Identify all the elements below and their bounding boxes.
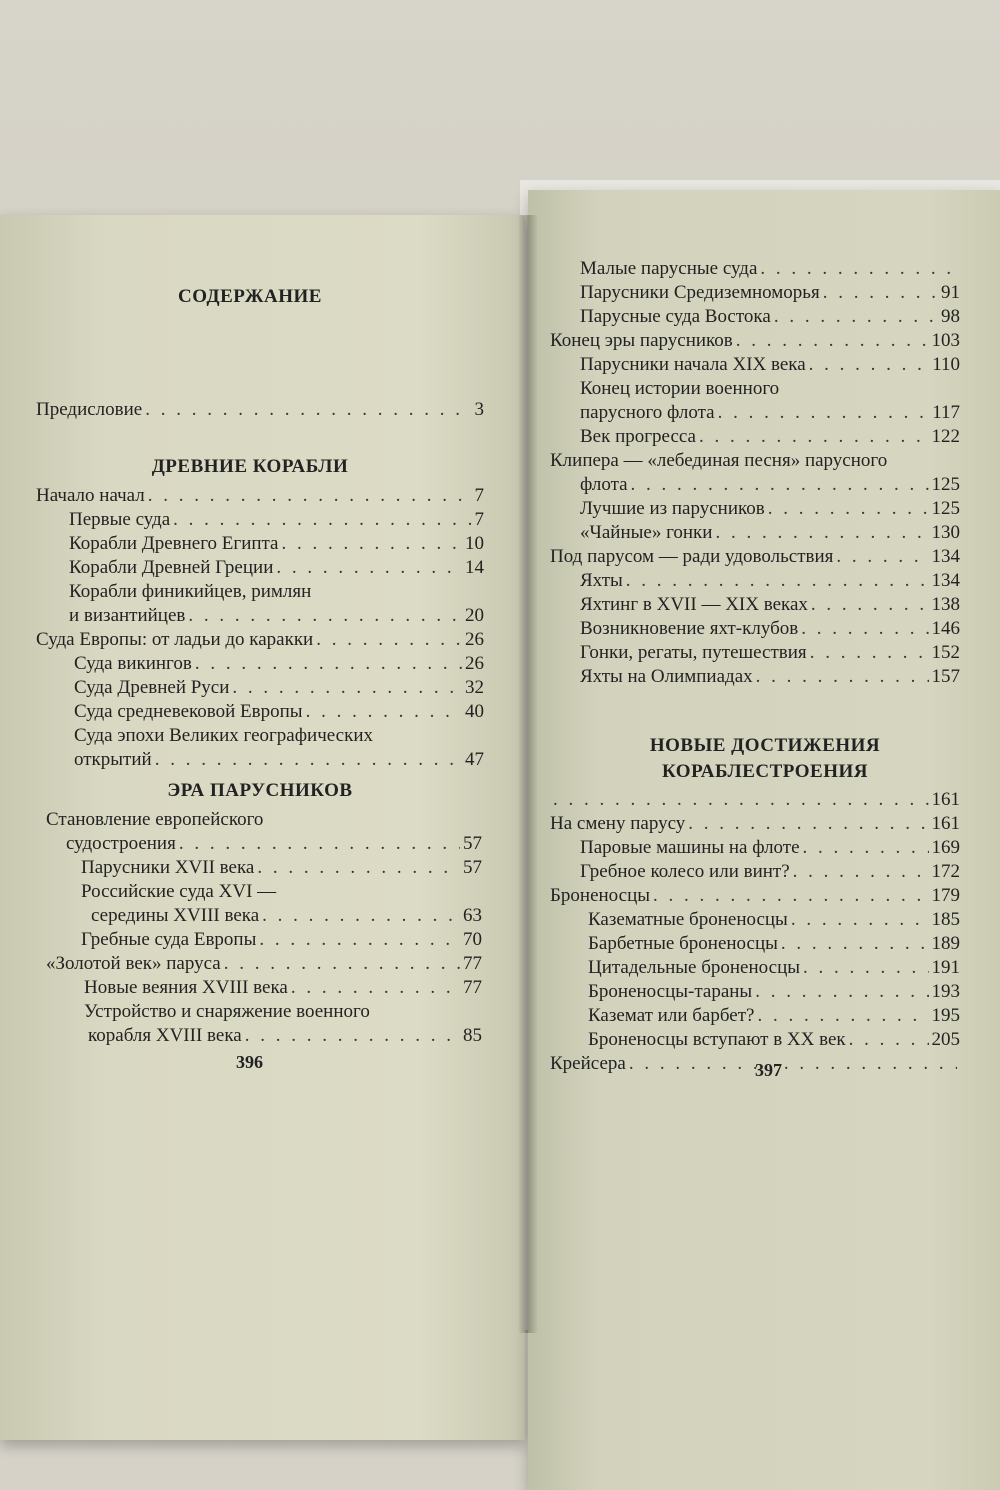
- leader-dots: [793, 860, 929, 884]
- toc-entry-title: Крейсера: [550, 1053, 626, 1074]
- section-heading: НОВЫЕ ДОСТИЖЕНИЯ КОРАБЛЕСТРОЕНИЯ: [649, 735, 881, 782]
- toc-entry-page: 172: [931, 861, 960, 882]
- toc-entry: [36, 556, 484, 580]
- toc-entry: [550, 860, 960, 884]
- leader-dots: [224, 952, 460, 976]
- toc-entry: [550, 521, 960, 545]
- toc-entry-page: 125: [931, 474, 960, 495]
- toc-entry-page: 98: [941, 306, 960, 327]
- toc-entry-title: Корабли Древнего Египта: [69, 533, 279, 554]
- toc-entry-title: Цитадельные броненосцы: [588, 957, 800, 978]
- leader-dots: [755, 980, 928, 1004]
- toc-entry-page: 146: [931, 618, 960, 639]
- toc-entry: [36, 532, 484, 556]
- toc-entry-title: Первые суда: [69, 509, 171, 530]
- toc-section-new-achievements: [550, 788, 960, 1076]
- toc-entry: [36, 652, 484, 676]
- leader-dots: [811, 593, 929, 617]
- toc-entry: [550, 812, 960, 836]
- leader-dots: [262, 904, 460, 928]
- leader-dots: [148, 484, 472, 508]
- toc-entry: [550, 1004, 960, 1028]
- toc-entry-title: Парусники Средиземноморья: [580, 282, 820, 303]
- toc-entry-title: Казематные броненосцы: [588, 909, 788, 930]
- toc-entry: [550, 569, 960, 593]
- toc-entry-title: Каземат или барбет?: [588, 1005, 755, 1026]
- toc-entry: [46, 904, 482, 928]
- toc-entry-title: Предисловие: [36, 399, 143, 420]
- leader-dots: [232, 676, 462, 700]
- toc-entry-title: Суда Древней Руси: [74, 677, 230, 698]
- page-title: СОДЕРЖАНИЕ: [178, 286, 322, 307]
- leader-dots: [276, 556, 462, 580]
- toc-section-ancient: [36, 484, 484, 772]
- toc-section-sail-era: [46, 808, 482, 1048]
- toc-entry-page: 179: [931, 885, 960, 906]
- toc-entry-title: открытий: [74, 749, 152, 770]
- toc-entry: [550, 593, 960, 617]
- toc-entry: [550, 305, 960, 329]
- toc-entry: [46, 856, 482, 880]
- toc-right-column: [550, 257, 960, 689]
- toc-entry: [550, 545, 960, 569]
- leader-dots: [768, 497, 929, 521]
- leader-dots: [173, 508, 471, 532]
- toc-entry-page: 40: [465, 701, 484, 722]
- toc-entry-page: 77: [463, 977, 482, 998]
- leader-dots: [195, 652, 462, 676]
- toc-entry: [46, 832, 482, 856]
- leader-dots: [849, 1028, 929, 1052]
- toc-entry-title: парусного флота: [580, 402, 715, 423]
- toc-entry-page: 134: [931, 546, 960, 567]
- toc-entry-page: 85: [463, 1025, 482, 1046]
- leader-dots: [823, 281, 938, 305]
- toc-entry: [36, 748, 484, 772]
- toc-entry-title: Клипера — «лебединая песня» парусного: [550, 450, 888, 471]
- toc-entry-title: Становление европейского: [46, 809, 264, 830]
- toc-entry-title: Яхты: [580, 570, 623, 591]
- toc-entry: [550, 425, 960, 449]
- toc-entry-page: 26: [465, 629, 484, 650]
- toc-entry: [550, 884, 960, 908]
- toc-entry-title: «Золотой век» паруса: [46, 953, 221, 974]
- leader-dots: [715, 521, 928, 545]
- leader-dots: [155, 748, 462, 772]
- toc-entry: [550, 908, 960, 932]
- page-number: 397: [755, 1060, 782, 1080]
- toc-entry-page: 20: [465, 605, 484, 626]
- toc-entry: [550, 281, 960, 305]
- toc-entry-page: 195: [931, 1005, 960, 1026]
- section-heading: ЭРА ПАРУСНИКОВ: [167, 780, 353, 801]
- toc-entry-title: Яхтинг в XVII — XIX веках: [580, 594, 808, 615]
- toc-entry-page: 122: [931, 426, 960, 447]
- toc-entry: [550, 401, 960, 425]
- toc-entry-title: Суда средневековой Европы: [74, 701, 303, 722]
- leader-dots: [809, 353, 930, 377]
- toc-entry-title: Российские суда XVI —: [81, 881, 277, 902]
- toc-entry-title: Гребные суда Европы: [81, 929, 257, 950]
- toc-entry: [46, 1024, 482, 1048]
- toc-entry-title: Корабли финикийцев, римлян: [69, 581, 312, 602]
- toc-entry-page: 10: [465, 533, 484, 554]
- leader-dots: [756, 665, 929, 689]
- toc-entry: [550, 353, 960, 377]
- toc-entry: [36, 508, 484, 532]
- toc-entry-page: 47: [465, 749, 484, 770]
- toc-entry-page: 138: [931, 594, 960, 615]
- leader-dots: [699, 425, 929, 449]
- toc-entry-title: Гонки, регаты, путешествия: [580, 642, 807, 663]
- toc-entry: [36, 628, 484, 652]
- toc-entry: [46, 952, 482, 976]
- toc-entry-title: На смену парусу: [550, 813, 686, 834]
- toc-entry-page: 3: [474, 399, 484, 420]
- toc-entry-page: 185: [931, 909, 960, 930]
- toc-entry-title: Броненосцы-тараны: [588, 981, 753, 1002]
- leader-dots: [836, 545, 928, 569]
- toc-entry-page: 152: [931, 642, 960, 663]
- leader-dots: [803, 836, 929, 860]
- toc-entry-title: Яхты на Олимпиадах: [580, 666, 753, 687]
- toc-entry: [36, 676, 484, 700]
- toc-entry-page: 161: [931, 813, 960, 834]
- leader-dots: [803, 956, 929, 980]
- leader-dots: [688, 812, 928, 836]
- toc-entry: [550, 641, 960, 665]
- toc-entry-title: флота: [580, 474, 628, 495]
- leader-dots: [553, 788, 929, 812]
- toc-entry: [36, 484, 484, 508]
- toc-entry: [36, 700, 484, 724]
- leader-dots: [188, 604, 462, 628]
- toc-left-column: [36, 398, 484, 422]
- leader-dots: [282, 532, 463, 556]
- toc-entry-title: Гребное колесо или винт?: [580, 861, 790, 882]
- toc-entry-title: Броненосцы: [550, 885, 651, 906]
- toc-entry-page: 77: [463, 953, 482, 974]
- toc-entry: [550, 665, 960, 689]
- leader-dots: [718, 401, 930, 425]
- toc-entry-title: Век прогресса: [580, 426, 696, 447]
- toc-entry-title: Малые парусные суда: [580, 258, 758, 279]
- leader-dots: [626, 569, 929, 593]
- toc-entry-page: 117: [932, 402, 960, 423]
- toc-entry: [550, 980, 960, 1004]
- toc-entry-title: Паровые машины на флоте: [580, 837, 800, 858]
- toc-entry-page: 110: [932, 354, 960, 375]
- toc-entry-title: Суда Европы: от ладьи до каракки: [36, 629, 314, 650]
- toc-entry-title: корабля XVIII века: [88, 1025, 242, 1046]
- toc-entry-title: Новые веяния XVIII века: [84, 977, 288, 998]
- leader-dots: [259, 928, 460, 952]
- toc-entry-title: Возникновение яхт-клубов: [580, 618, 799, 639]
- toc-entry-page: 193: [931, 981, 960, 1002]
- toc-entry-title: Корабли Древней Греции: [69, 557, 274, 578]
- toc-entry-page: 70: [463, 929, 482, 950]
- toc-entry-page: 91: [941, 282, 960, 303]
- toc-entry: [550, 956, 960, 980]
- toc-entry-title: Устройство и снаряжение военного: [84, 1001, 370, 1022]
- toc-entry-title: Конец истории военного: [580, 378, 780, 399]
- toc-entry-page: 63: [463, 905, 482, 926]
- toc-entry-page: 169: [931, 837, 960, 858]
- toc-entry-page: 7: [474, 509, 484, 530]
- toc-entry: [550, 1028, 960, 1052]
- toc-entry-page: 161: [931, 789, 960, 810]
- toc-entry-page: 125: [931, 498, 960, 519]
- toc-entry-page: 134: [931, 570, 960, 591]
- toc-entry-title: Начало начал: [36, 485, 145, 506]
- leader-dots: [774, 305, 938, 329]
- toc-entry: [46, 928, 482, 952]
- toc-entry-page: 205: [931, 1029, 960, 1050]
- leader-dots: [291, 976, 460, 1000]
- toc-entry-page: 157: [931, 666, 960, 687]
- toc-entry-title: Под парусом — ради удовольствия: [550, 546, 834, 567]
- toc-entry-page: 191: [931, 957, 960, 978]
- toc-entry-title: Суда эпохи Великих географических: [74, 725, 373, 746]
- toc-entry-title: Барбетные броненосцы: [588, 933, 778, 954]
- toc-entry-page: 26: [465, 653, 484, 674]
- toc-entry-title: Конец эры парусников: [550, 330, 733, 351]
- toc-entry: [550, 836, 960, 860]
- section-heading: ДРЕВНИЕ КОРАБЛИ: [151, 456, 349, 477]
- toc-entry-page: 130: [931, 522, 960, 543]
- toc-entry-page: 57: [463, 833, 482, 854]
- toc-entry: [550, 788, 960, 812]
- toc-entry: [550, 497, 960, 521]
- leader-dots: [653, 884, 928, 908]
- leader-dots: [629, 1052, 957, 1076]
- leader-dots: [316, 628, 462, 652]
- book-gutter: [518, 215, 538, 1333]
- toc-entry-page: 103: [931, 330, 960, 351]
- toc-entry: [550, 473, 960, 497]
- toc-entry-page: 189: [931, 933, 960, 954]
- toc-entry-title: судостроения: [66, 833, 176, 854]
- toc-entry: [550, 617, 960, 641]
- leader-dots: [757, 1004, 928, 1028]
- toc-entry-title: Суда викингов: [74, 653, 192, 674]
- leader-dots: [245, 1024, 460, 1048]
- leader-dots: [257, 856, 460, 880]
- leader-dots: [791, 908, 929, 932]
- toc-entry: [36, 398, 484, 422]
- toc-entry-page: 32: [465, 677, 484, 698]
- leader-dots: [179, 832, 460, 856]
- toc-entry-title: Парусники XVII века: [81, 857, 255, 878]
- leader-dots: [810, 641, 929, 665]
- leader-dots: [631, 473, 929, 497]
- toc-entry: [46, 976, 482, 1000]
- toc-entry-title: Лучшие из парусников: [580, 498, 765, 519]
- toc-entry-title: и византийцев: [69, 605, 186, 626]
- toc-entry-page: 57: [463, 857, 482, 878]
- leader-dots: [736, 329, 929, 353]
- toc-entry-title: Броненосцы вступают в XX век: [588, 1029, 846, 1050]
- toc-entry-title: Парусники начала XIX века: [580, 354, 806, 375]
- toc-entry: [550, 257, 960, 281]
- toc-entry-title: «Чайные» гонки: [580, 522, 713, 543]
- toc-entry-title: середины XVIII века: [91, 905, 260, 926]
- leader-dots: [306, 700, 462, 724]
- toc-entry-page: 14: [465, 557, 484, 578]
- page-number: 396: [236, 1052, 263, 1072]
- leader-dots: [801, 617, 928, 641]
- leader-dots: [145, 398, 471, 422]
- toc-entry: [550, 932, 960, 956]
- toc-entry-page: 7: [474, 485, 484, 506]
- leader-dots: [760, 257, 957, 281]
- leader-dots: [781, 932, 929, 956]
- toc-entry: [36, 604, 484, 628]
- toc-entry-title: Парусные суда Востока: [580, 306, 771, 327]
- toc-entry: [550, 329, 960, 353]
